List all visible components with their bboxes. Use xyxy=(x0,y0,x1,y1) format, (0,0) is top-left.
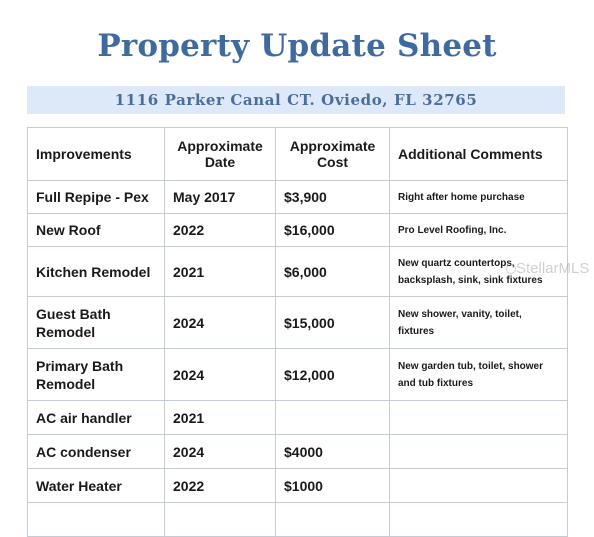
cell-comments: New shower, vanity, toilet, fixtures xyxy=(390,297,568,349)
watermark-text: StellarMLS xyxy=(516,260,590,277)
table-row xyxy=(28,214,568,247)
cell-date: 2022 xyxy=(165,469,276,503)
table-row xyxy=(28,349,568,401)
cell-improvement xyxy=(28,503,165,537)
cell-improvement: Kitchen Remodel xyxy=(28,247,165,297)
cell-comments xyxy=(390,503,568,537)
cell-improvement: AC air handler xyxy=(28,401,165,435)
property-address: 1116 Parker Canal CT. Oviedo, FL 32765 xyxy=(114,91,478,109)
cell-date: 2024 xyxy=(165,297,276,349)
cell-cost xyxy=(276,401,390,435)
cell-date: May 2017 xyxy=(165,181,276,214)
cell-comments: New quartz countertops, backsplash, sink, sink fixtures xyxy=(390,247,568,297)
cell-date: 2024 xyxy=(165,349,276,401)
table-row xyxy=(28,401,568,435)
cell-comments: Right after home purchase xyxy=(390,181,568,214)
cell-comments xyxy=(390,401,568,435)
cell-date: 2024 xyxy=(165,435,276,469)
cell-comments xyxy=(390,435,568,469)
cell-cost: $4000 xyxy=(276,435,390,469)
cell-date: 2021 xyxy=(165,401,276,435)
cell-comments: Pro Level Roofing, Inc. xyxy=(390,214,568,247)
cell-improvement: New Roof xyxy=(28,214,165,247)
cell-date: 2021 xyxy=(165,247,276,297)
cell-cost xyxy=(276,503,390,537)
table-row xyxy=(28,435,568,469)
header-improvements: Improvements xyxy=(28,128,165,181)
table-row xyxy=(28,503,568,537)
table-row xyxy=(28,247,568,297)
cell-cost: $6,000 xyxy=(276,247,390,297)
header-cost: Approximate Cost xyxy=(276,128,390,181)
cell-cost: $1000 xyxy=(276,469,390,503)
cell-improvement: AC condenser xyxy=(28,435,165,469)
page-title: Property Update Sheet xyxy=(97,28,497,64)
cell-cost: $16,000 xyxy=(276,214,390,247)
cell-cost: $15,000 xyxy=(276,297,390,349)
cell-improvement: Water Heater xyxy=(28,469,165,503)
cell-cost: $12,000 xyxy=(276,349,390,401)
improvements-table xyxy=(27,127,568,537)
table-header-row xyxy=(28,128,568,181)
cell-comments: New garden tub, toilet, shower and tub fixtures xyxy=(390,349,568,401)
cell-improvement: Guest Bath Remodel xyxy=(28,297,165,349)
header-comments: Additional Comments xyxy=(390,128,568,181)
cell-improvement: Primary Bath Remodel xyxy=(28,349,165,401)
cell-date xyxy=(165,503,276,537)
cell-cost: $3,900 xyxy=(276,181,390,214)
cell-comments xyxy=(390,469,568,503)
address-banner xyxy=(27,86,565,114)
cell-date: 2022 xyxy=(165,214,276,247)
cell-improvement: Full Repipe - Pex xyxy=(28,181,165,214)
table-row xyxy=(28,297,568,349)
table-row xyxy=(28,181,568,214)
header-date: Approximate Date xyxy=(165,128,276,181)
table-row xyxy=(28,469,568,503)
